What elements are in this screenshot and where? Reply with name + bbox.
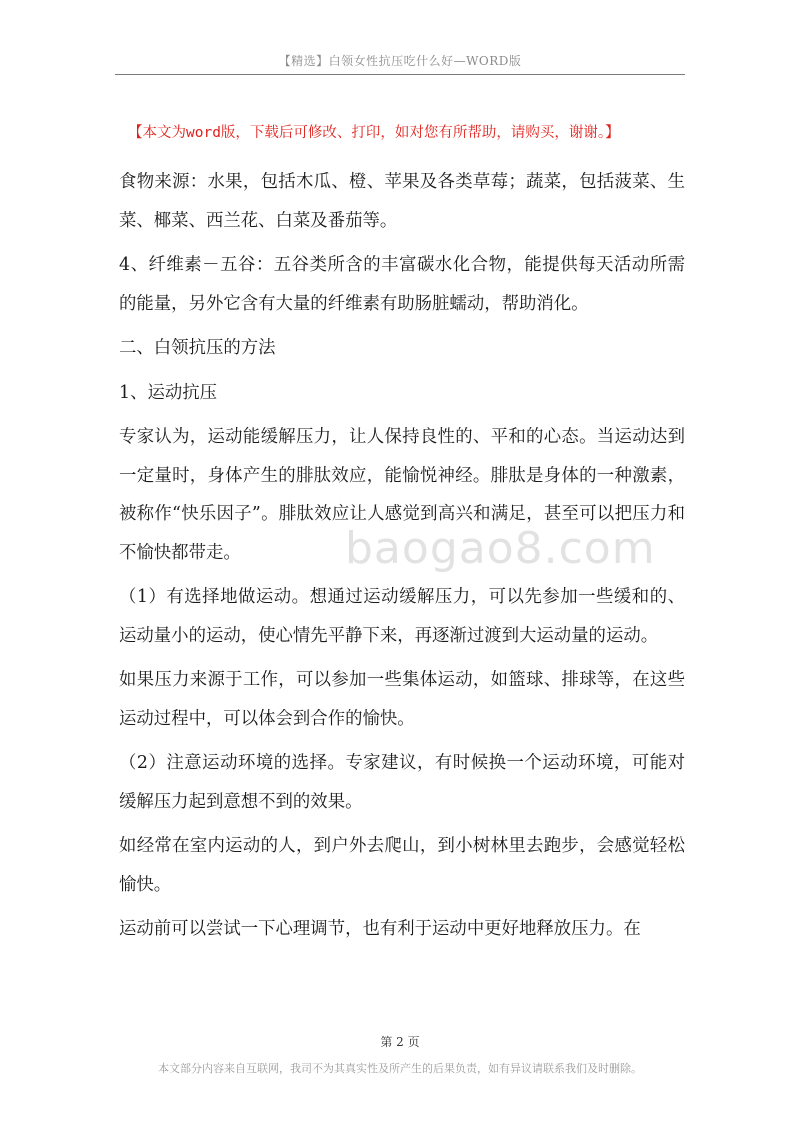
paragraph-expert-view: 专家认为，运动能缓解压力，让人保持良性的、平和的心态。当运动达到一定量时，身体产生的腓肽效应，能愉悦神经。腓肽是身体的一种激素，被称作“快乐因子”。腓肽效应让人感觉到高兴和满足，甚至可以把压力和不愉快都带走。 [119,427,685,563]
site-watermark: baogao8.com [345,523,656,574]
header-divider [115,74,685,75]
subheading-exercise: 1、运动抗压 [119,382,218,403]
download-notice: 【本文为word版，下载后可修改、打印，如对您有所帮助，请购买，谢谢。】 [128,125,620,141]
section-heading-methods: 二、白领抗压的方法 [119,338,276,358]
paragraph-food-sources: 食物来源：水果，包括木瓜、橙、苹果及各类草莓；蔬菜，包括菠菜、生菜、椰菜、西兰花、白菜及番茄等。 [119,172,685,231]
document-body [119,163,685,955]
footer-disclaimer: 本文部分内容来自互联网，我司不为其真实性及所产生的后果负责，如有异议请联系我们及时删除。 [158,1062,642,1075]
document-header-title: 【精选】白领女性抗压吃什么好—WORD版 [278,54,522,68]
paragraph-environment: （2）注意运动环境的选择。专家建议，有时候换一个运动环境，可能对缓解压力起到意想不到的效果。 [119,753,685,812]
paragraph-mental-prep: 运动前可以尝试一下心理调节，也有利于运动中更好地释放压力。在 [119,919,641,939]
paragraph-outdoor: 如经常在室内运动的人，到户外去爬山，到小树林里去跑步，会感觉轻松愉快。 [119,836,685,895]
page-number: 第 2 页 [380,1035,420,1049]
paragraph-fiber-grains: 4、纤维素－五谷：五谷类所含的丰富碳水化合物，能提供每天活动所需的能量，另外它含有大量的纤维素有助肠脏蠕动，帮助消化。 [119,255,685,314]
paragraph-choose-exercise: （1）有选择地做运动。想通过运动缓解压力，可以先参加一些缓和的、运动量小的运动，使心情先平静下来，再逐渐过渡到大运动量的运动。 [119,587,685,646]
paragraph-team-sports: 如果压力来源于工作，可以参加一些集体运动，如篮球、排球等，在这些运动过程中，可以体会到合作的愉快。 [119,670,685,729]
